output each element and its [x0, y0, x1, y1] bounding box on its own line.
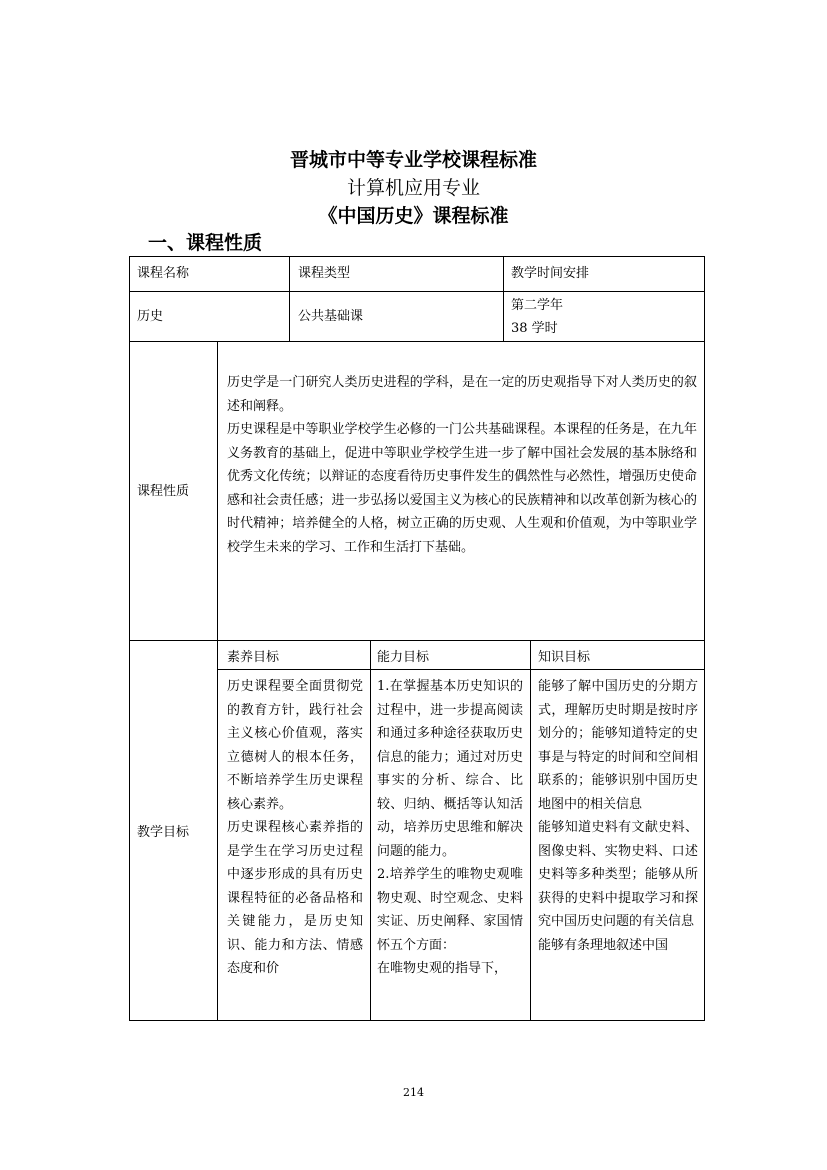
literacy-goal-text: 历史课程要全面贯彻党的教育方针，践行社会主义核心价值观，落实立德树人的根本任务，不断培养学生历史课程核心素养。 历史课程核心素养指的是学生在学习历史过程中逐步形成的具有历史课程特征的必备品格和关键能力，是历史知识、能力和方法、情感态度和价: [227, 679, 363, 976]
course-type-value: 公共基础课: [298, 309, 364, 324]
schedule-year-value: 第二学年: [511, 298, 564, 313]
course-table: [129, 256, 705, 1021]
header-literacy-goal: 素养目标: [227, 650, 280, 665]
header-knowledge-goal: 知识目标: [538, 650, 591, 665]
course-standard-title: 《中国历史》课程标准: [318, 205, 509, 227]
table-col-divider: [503, 256, 504, 341]
nature-label: 课程性质: [137, 484, 190, 499]
header-course-type: 课程类型: [298, 266, 351, 281]
major-title: 计算机应用专业: [346, 177, 480, 199]
page-number: 214: [403, 1086, 424, 1099]
table-col-divider: [530, 640, 531, 1021]
table-col-divider: [217, 341, 218, 1021]
ability-goal-text: 1.在掌握基本历史知识的过程中，进一步提高阅读和通过多种途径获取历史信息的能力；通过对历史事实的分析、综合、比较、归纳、概括等认知活动，培养历史思维和解决问题的能力。 2.培养学生的唯物史观唯物史观、时空观念、史料实证、历史阐释、家国情怀五个方面： 在唯物史观的指导下，: [377, 679, 523, 976]
table-row-divider: [129, 640, 705, 641]
table-row-divider: [217, 669, 705, 670]
objectives-label: 教学目标: [137, 825, 190, 840]
table-border-left: [129, 256, 130, 1021]
school-title: 晋城市中等专业学校课程标准: [289, 149, 537, 171]
header-ability-goal: 能力目标: [377, 650, 430, 665]
nature-paragraph-2: 历史课程是中等职业学校学生必修的一门公共基础课程。本课程的任务是，在九年义务教育的基础上，促进中等职业学校学生进一步了解中国社会发展的基本脉络和优秀文化传统；以辩证的态度看待历史事件发生的偶然性与必然性，增强历史使命感和社会责任感；进一步弘扬以爱国主义为核心的民族精神和以改革创新为核心的时代精神；培养健全的人格，树立正确的历史观、人生观和价值观，为中等职业学校学生未来的学习、工作和生活打下基础。: [227, 422, 697, 555]
table-col-divider: [289, 256, 290, 341]
header-schedule: 教学时间安排: [511, 266, 590, 281]
section-heading: 一、课程性质: [148, 232, 263, 254]
table-row-divider: [129, 341, 705, 342]
table-border-right: [704, 256, 705, 1021]
table-border-bottom: [129, 1020, 705, 1021]
nature-paragraph-1: 历史学是一门研究人类历史进程的学科，是在一定的历史观指导下对人类历史的叙述和阐释。: [227, 375, 697, 414]
table-border-top: [129, 256, 705, 257]
schedule-hours-value: 38 学时: [511, 321, 558, 336]
table-col-divider: [370, 640, 371, 1021]
knowledge-goal-text: 能够了解中国历史的分期方式，理解历史时期是按时序划分的；能够知道特定的史事是与特定的时间和空间相联系的；能够识别中国历史地图中的相关信息 能够知道史料有文献史料、图像史料、实物史料、口述史料等多种类型；能够从所获得的史料中提取学习和探究中国历史问题的有关信息 能够有条理地叙述中国: [538, 679, 698, 953]
table-row-divider: [129, 291, 705, 292]
header-course-name: 课程名称: [137, 266, 190, 281]
course-name-value: 历史: [137, 309, 164, 324]
